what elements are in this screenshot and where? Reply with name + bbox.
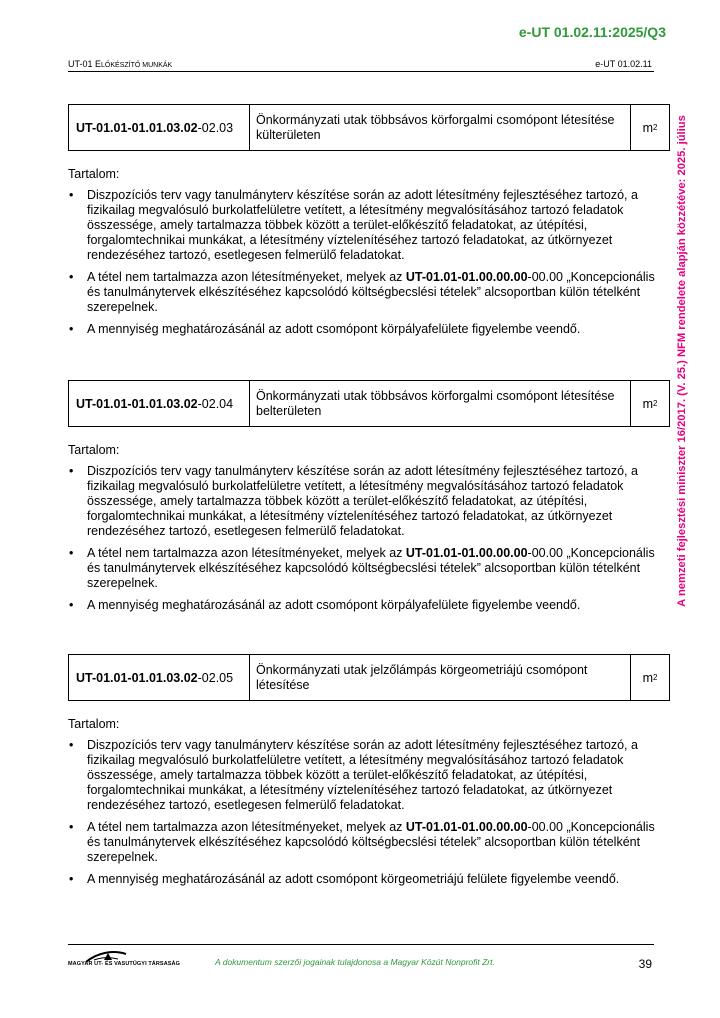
item-text: A mennyiség meghatározásánál az adott csomópont körgeometriájú felülete figyelembe veendő. (87, 872, 620, 886)
list-item (68, 464, 670, 539)
header-left-smallcaps: LŐKÉSZÍTŐ MUNKÁK (101, 62, 173, 69)
list-item (68, 820, 670, 865)
item-code-main: UT-01.01-01.01.03.02 (76, 670, 198, 685)
bullet-icon: • (69, 464, 74, 478)
item-unit: m 2 (642, 670, 658, 685)
list-item (68, 872, 670, 887)
side-publication-note (672, 96, 692, 626)
contents-label: Tartalom: (68, 167, 120, 181)
bullet-icon: • (69, 546, 74, 560)
item-text-continued: -00.00 „Koncepcionális és tanulmánytervek elkészítéséhez kapcsolódó költségbecslési tételek” alcsoportban külön tételként szerepelnek. (87, 820, 655, 864)
item-title: Önkormányzati utak többsávos körforgalmi csomópont létesítése külterületen (250, 105, 631, 150)
item-text-continued: -00.00 „Koncepcionális és tanulmánytervek elkészítéséhez kapcsolódó költségbecslési tételek” alcsoportban külön tételként szerepelnek. (87, 546, 655, 590)
item-text: A mennyiség meghatározásánál az adott csomópont körpályafelülete figyelembe veendő. (87, 322, 581, 336)
item-text-continued: -00.00 „Koncepcionális és tanulmánytervek elkészítéséhez kapcsolódó költségbecslési tételek” alcsoportban külön tételként szerepelnek. (87, 270, 655, 314)
list-item (68, 188, 670, 263)
item-code-table (68, 654, 670, 701)
bullet-icon: • (69, 270, 74, 284)
side-note-text: A nemzeti fejlesztési miniszter 16/2017. (V. 25.) NFM rendelete alapján közzétéve: 2025. július (676, 115, 688, 607)
footer-divider (68, 944, 654, 945)
item-text: Diszpozíciós terv vagy tanulmányterv készítése során az adott létesítmény fejlesztéséhez tartozó, a fizikailag megvalósuló burkolatfelületre vetített, a létesítmény megvalósításához tartozó feladatok összessége, amely tartalmazza többek között a terület-előkészítő feladatokat, az útépítési, forgalomtechnikai munkákat, a létesítmény víztelenítéséhez tartozó feladatokat, az útkörnyezet rendezéséhez tartozó, esetlegesen felmerülő feladatokat. (87, 188, 638, 262)
item-code (69, 381, 250, 426)
logo-text: MAGYAR UT- ÉS VASUTÜGYI TÁRSASÁG (68, 961, 180, 967)
running-header-left (68, 59, 172, 69)
item-code-suffix: -02.05 (197, 670, 234, 685)
item-text: A tétel nem tartalmazza azon létesítményeket, melyek az (87, 546, 406, 560)
contents-label: Tartalom: (68, 443, 120, 457)
header-divider (68, 71, 654, 72)
item-code (69, 105, 250, 150)
item-section (68, 104, 670, 344)
item-text: Diszpozíciós terv vagy tanulmányterv készítése során az adott létesítmény fejlesztéséhez tartozó, a fizikailag megvalósuló burkolatfelületre vetített, a létesítmény megvalósításához tartozó feladatok összessége, amely tartalmazza többek között a terület-előkészítő feladatokat, az útépítési, forgalomtechnikai munkákat, a létesítmény víztelenítéséhez tartozó feladatokat, az útkörnyezet rendezéséhez tartozó, esetlegesen felmerülő feladatokat. (87, 738, 638, 812)
item-code-table (68, 104, 670, 151)
list-item (68, 546, 670, 591)
item-text: A tétel nem tartalmazza azon létesítményeket, melyek az (87, 270, 406, 284)
item-unit: m 2 (642, 396, 658, 411)
header-left-prefix: UT-01 E (68, 59, 102, 69)
item-text: A tétel nem tartalmazza azon létesítményeket, melyek az (87, 820, 406, 834)
contents-list (68, 464, 670, 613)
item-text: Diszpozíciós terv vagy tanulmányterv készítése során az adott létesítmény fejlesztéséhez tartozó, a fizikailag megvalósuló burkolatfelületre vetített, a létesítmény megvalósításához tartozó feladatok összessége, amely tartalmazza többek között a terület-előkészítő feladatokat, az útépítési, forgalomtechnikai munkákat, a létesítmény víztelenítéséhez tartozó feladatokat, az útkörnyezet rendezéséhez tartozó, esetlegesen felmerülő feladatokat. (87, 464, 638, 538)
bullet-icon: • (69, 188, 74, 202)
unit-base: m (642, 396, 653, 411)
item-code-reference: UT-01.01-01.00.00.00 (405, 820, 528, 834)
item-code (69, 655, 250, 700)
item-section (68, 380, 670, 620)
document-code: e-UT 01.02.11:2025/Q3 (518, 24, 666, 40)
unit-base: m (642, 670, 653, 685)
item-code-suffix: -02.03 (197, 120, 234, 135)
copyright-notice: A dokumentum szerzői jogainak tulajdonosa a Magyar Közút Nonprofit Zrt. (215, 957, 495, 967)
item-title: Önkormányzati utak jelzőlámpás körgeometriájú csomópont létesítése (250, 655, 631, 700)
bullet-icon: • (69, 820, 74, 834)
item-code-reference: UT-01.01-01.00.00.00 (405, 546, 528, 560)
list-item (68, 322, 670, 337)
bullet-icon: • (69, 738, 74, 752)
bullet-icon: • (69, 322, 74, 336)
item-text: A mennyiség meghatározásánál az adott csomópont körpályafelülete figyelembe veendő. (87, 598, 581, 612)
contents-list (68, 188, 670, 337)
running-header-right: e-UT 01.02.11 (595, 59, 652, 69)
item-section (68, 654, 670, 894)
item-unit: m 2 (642, 120, 658, 135)
list-item (68, 270, 670, 315)
item-code-table (68, 380, 670, 427)
bullet-icon: • (69, 872, 74, 886)
item-code-reference: UT-01.01-01.00.00.00 (405, 270, 528, 284)
item-code-main: UT-01.01-01.01.03.02 (76, 396, 198, 411)
bullet-icon: • (69, 598, 74, 612)
item-code-main: UT-01.01-01.01.03.02 (76, 120, 198, 135)
page-number: 39 (638, 957, 652, 971)
contents-list (68, 738, 670, 887)
item-title: Önkormányzati utak többsávos körforgalmi csomópont létesítése belterületen (250, 381, 631, 426)
unit-base: m (642, 120, 653, 135)
item-code-suffix: -02.04 (197, 396, 234, 411)
list-item (68, 598, 670, 613)
list-item (68, 738, 670, 813)
contents-label: Tartalom: (68, 717, 120, 731)
